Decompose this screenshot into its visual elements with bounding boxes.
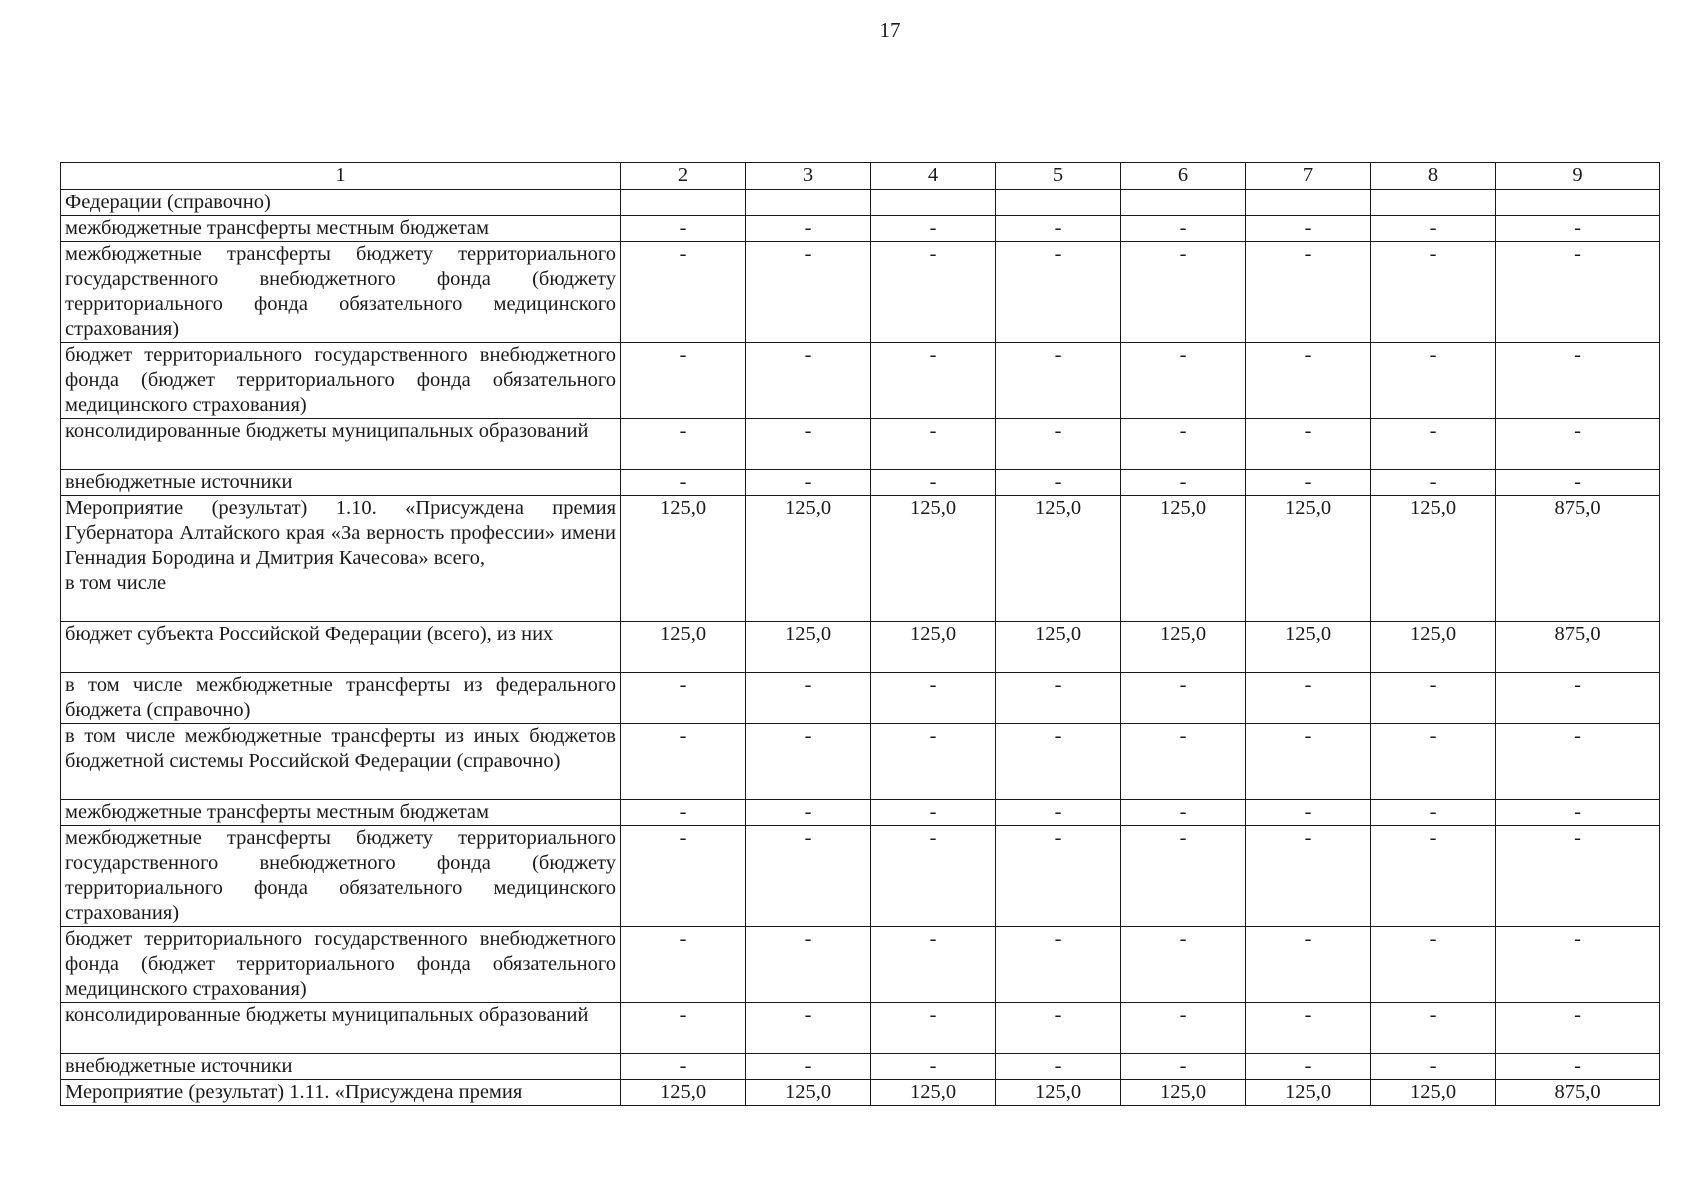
cell-value: - (871, 800, 996, 826)
cell-value: - (996, 1003, 1121, 1054)
cell-value: - (1121, 927, 1246, 1003)
cell-value: - (746, 242, 871, 343)
cell-value: 125,0 (1371, 1080, 1496, 1106)
cell-value: - (746, 470, 871, 496)
cell-value: - (1121, 470, 1246, 496)
cell-value: - (1371, 242, 1496, 343)
cell-value: - (1496, 1003, 1660, 1054)
cell-value: - (1371, 1003, 1496, 1054)
cell-value: - (1496, 470, 1660, 496)
table-row (61, 419, 1660, 470)
cell-value (746, 190, 871, 216)
cell-value: 125,0 (871, 496, 996, 622)
table-row (61, 190, 1660, 216)
cell-value: - (1496, 800, 1660, 826)
cell-value: - (746, 673, 871, 724)
cell-value: - (621, 927, 746, 1003)
cell-value: - (1371, 724, 1496, 800)
column-header: 5 (996, 163, 1121, 190)
cell-value: - (871, 470, 996, 496)
cell-value: - (1496, 1054, 1660, 1080)
cell-value: - (1371, 1054, 1496, 1080)
cell-value: - (871, 673, 996, 724)
cell-value: - (621, 343, 746, 419)
cell-value: - (621, 242, 746, 343)
cell-value: - (1496, 419, 1660, 470)
row-label: межбюджетные трансферты бюджету территориального государственного внебюджетного фонда (бюджету территориального фонда обязательного медицинского страхования) (61, 242, 621, 343)
cell-value: 125,0 (1121, 496, 1246, 622)
cell-value: 125,0 (1246, 496, 1371, 622)
cell-value: - (1496, 724, 1660, 800)
cell-value: - (1121, 724, 1246, 800)
cell-value: 125,0 (871, 1080, 996, 1106)
cell-value: - (996, 343, 1121, 419)
column-header: 6 (1121, 163, 1246, 190)
cell-value (621, 190, 746, 216)
cell-value: - (996, 419, 1121, 470)
cell-value: - (621, 1003, 746, 1054)
header-row (61, 163, 1660, 190)
column-header: 4 (871, 163, 996, 190)
cell-value: 125,0 (621, 1080, 746, 1106)
row-label: межбюджетные трансферты местным бюджетам (61, 216, 621, 242)
row-label: бюджет территориального государственного внебюджетного фонда (бюджет территориального фонда обязательного медицинского страхования) (61, 927, 621, 1003)
cell-value: - (871, 1054, 996, 1080)
cell-value: - (621, 216, 746, 242)
row-label: Мероприятие (результат) 1.10. «Присуждена премия Губернатора Алтайского края «За верность профессии» имени Геннадия Бородина и Дмитрия Качесова» всего, в том числе (61, 496, 621, 622)
cell-value: - (1246, 673, 1371, 724)
cell-value: 125,0 (746, 622, 871, 673)
table-row (61, 470, 1660, 496)
cell-value: 125,0 (1371, 622, 1496, 673)
cell-value: 125,0 (621, 496, 746, 622)
row-label: внебюджетные источники (61, 470, 621, 496)
cell-value: - (871, 826, 996, 927)
row-label: внебюджетные источники (61, 1054, 621, 1080)
cell-value: - (746, 724, 871, 800)
cell-value: - (996, 242, 1121, 343)
table-row (61, 343, 1660, 419)
column-header: 7 (1246, 163, 1371, 190)
row-label: бюджет субъекта Российской Федерации (всего), из них (61, 622, 621, 673)
cell-value: - (621, 724, 746, 800)
cell-value: 125,0 (996, 496, 1121, 622)
table-row (61, 496, 1660, 622)
cell-value: - (996, 673, 1121, 724)
row-label: межбюджетные трансферты бюджету территориального государственного внебюджетного фонда (бюджету территориального фонда обязательного медицинского страхования) (61, 826, 621, 927)
cell-value: 125,0 (996, 1080, 1121, 1106)
cell-value: - (871, 1003, 996, 1054)
cell-value: - (1246, 724, 1371, 800)
cell-value: - (1246, 419, 1371, 470)
cell-value: - (996, 826, 1121, 927)
cell-value: - (1371, 673, 1496, 724)
cell-value: - (996, 1054, 1121, 1080)
table-body (61, 190, 1660, 1106)
row-label: консолидированные бюджеты муниципальных образований (61, 419, 621, 470)
row-label: консолидированные бюджеты муниципальных образований (61, 1003, 621, 1054)
cell-value: 875,0 (1496, 1080, 1660, 1106)
table-row (61, 216, 1660, 242)
cell-value: - (871, 724, 996, 800)
cell-value: - (1371, 216, 1496, 242)
cell-value (1496, 190, 1660, 216)
cell-value: - (1371, 927, 1496, 1003)
cell-value: - (1121, 1003, 1246, 1054)
cell-value: - (1121, 216, 1246, 242)
cell-value: - (1246, 216, 1371, 242)
table-row (61, 1054, 1660, 1080)
cell-value: 125,0 (1246, 622, 1371, 673)
budget-table (60, 162, 1660, 1106)
cell-value: - (1121, 673, 1246, 724)
page-number: 17 (879, 18, 901, 42)
cell-value: - (1371, 419, 1496, 470)
cell-value: - (1371, 826, 1496, 927)
cell-value: - (621, 826, 746, 927)
cell-value: - (1496, 216, 1660, 242)
cell-value: - (1371, 470, 1496, 496)
cell-value: 125,0 (621, 622, 746, 673)
cell-value: - (1121, 419, 1246, 470)
cell-value: - (871, 419, 996, 470)
cell-value: - (746, 826, 871, 927)
row-label: в том числе межбюджетные трансферты из федерального бюджета (справочно) (61, 673, 621, 724)
cell-value: - (621, 470, 746, 496)
table-row (61, 800, 1660, 826)
cell-value: 125,0 (871, 622, 996, 673)
cell-value: - (1246, 826, 1371, 927)
cell-value: - (871, 242, 996, 343)
cell-value (1121, 190, 1246, 216)
cell-value: - (1246, 800, 1371, 826)
cell-value: - (746, 927, 871, 1003)
cell-value: - (1121, 343, 1246, 419)
cell-value: - (1121, 1054, 1246, 1080)
cell-value: - (996, 470, 1121, 496)
cell-value: - (746, 216, 871, 242)
cell-value: 875,0 (1496, 622, 1660, 673)
cell-value: - (621, 673, 746, 724)
cell-value: - (871, 927, 996, 1003)
row-label: в том числе межбюджетные трансферты из иных бюджетов бюджетной системы Российской Федерации (справочно) (61, 724, 621, 800)
cell-value: - (746, 800, 871, 826)
cell-value: - (621, 800, 746, 826)
cell-value: - (1496, 343, 1660, 419)
cell-value (996, 190, 1121, 216)
row-label: Федерации (справочно) (61, 190, 621, 216)
table-row (61, 1080, 1660, 1106)
cell-value: - (1496, 826, 1660, 927)
column-header: 9 (1496, 163, 1660, 190)
column-header: 2 (621, 163, 746, 190)
cell-value: - (1371, 800, 1496, 826)
cell-value: 125,0 (1371, 496, 1496, 622)
table-row (61, 242, 1660, 343)
cell-value: - (621, 1054, 746, 1080)
column-header: 3 (746, 163, 871, 190)
cell-value: - (621, 419, 746, 470)
table-row (61, 673, 1660, 724)
cell-value: - (746, 343, 871, 419)
cell-value: - (746, 1003, 871, 1054)
table-row (61, 622, 1660, 673)
cell-value: 125,0 (1246, 1080, 1371, 1106)
cell-value: - (996, 927, 1121, 1003)
cell-value: - (1496, 673, 1660, 724)
cell-value: - (1246, 470, 1371, 496)
cell-value: - (871, 343, 996, 419)
table-row (61, 1003, 1660, 1054)
cell-value (871, 190, 996, 216)
cell-value: - (1246, 242, 1371, 343)
cell-value: - (871, 216, 996, 242)
cell-value: 875,0 (1496, 496, 1660, 622)
cell-value: - (1371, 343, 1496, 419)
cell-value: 125,0 (996, 622, 1121, 673)
cell-value: 125,0 (746, 496, 871, 622)
cell-value: - (996, 216, 1121, 242)
cell-value: - (1246, 1003, 1371, 1054)
cell-value: - (1496, 242, 1660, 343)
cell-value: - (1121, 800, 1246, 826)
cell-value: - (996, 800, 1121, 826)
column-header: 1 (61, 163, 621, 190)
table-row (61, 927, 1660, 1003)
row-label: межбюджетные трансферты местным бюджетам (61, 800, 621, 826)
row-label: бюджет территориального государственного внебюджетного фонда (бюджет территориального фонда обязательного медицинского страхования) (61, 343, 621, 419)
column-header: 8 (1371, 163, 1496, 190)
row-label: Мероприятие (результат) 1.11. «Присуждена премия (61, 1080, 621, 1106)
cell-value: - (746, 1054, 871, 1080)
cell-value: - (1496, 927, 1660, 1003)
cell-value: - (1246, 343, 1371, 419)
cell-value: 125,0 (746, 1080, 871, 1106)
cell-value: 125,0 (1121, 622, 1246, 673)
cell-value: - (1246, 927, 1371, 1003)
cell-value: - (1121, 242, 1246, 343)
table-row (61, 826, 1660, 927)
table-row (61, 724, 1660, 800)
cell-value (1246, 190, 1371, 216)
cell-value: - (746, 419, 871, 470)
cell-value: - (996, 724, 1121, 800)
cell-value: - (1246, 1054, 1371, 1080)
cell-value: 125,0 (1121, 1080, 1246, 1106)
cell-value (1371, 190, 1496, 216)
cell-value: - (1121, 826, 1246, 927)
